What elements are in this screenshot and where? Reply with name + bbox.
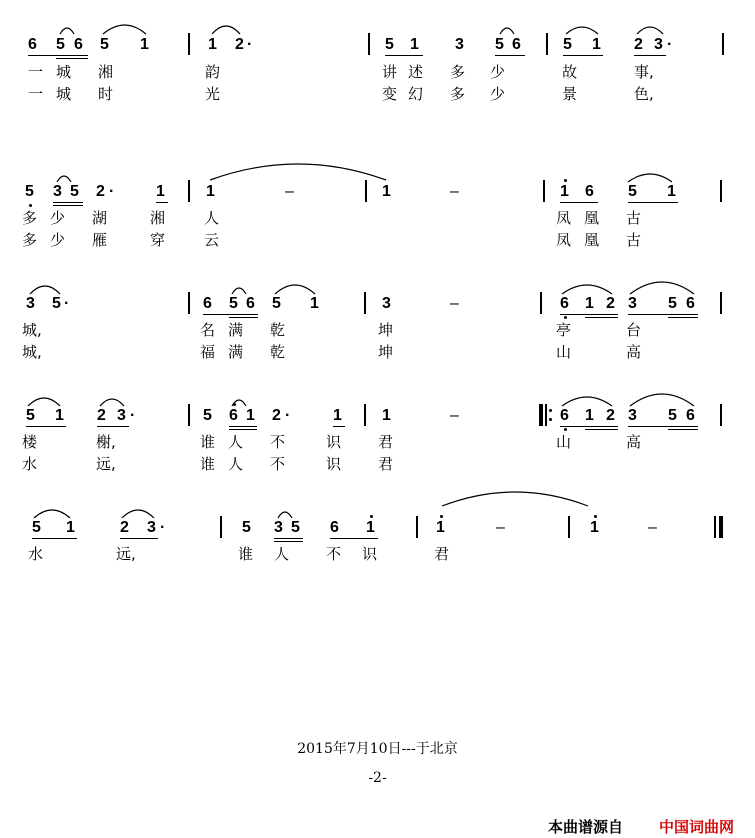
note: 1 [560,183,569,200]
lyric: 凤 [556,209,572,227]
dot: · [130,407,136,424]
lyric: 识 [326,455,342,473]
lyric: 古 [626,209,642,227]
dot: · [64,295,70,312]
underline [120,538,158,539]
tie [630,282,694,294]
lyric: 高 [626,343,642,361]
end-bar [719,516,723,538]
note: 2 [235,36,244,53]
bar-line [188,404,190,426]
underline [32,538,77,539]
lyric: 名 [200,321,216,339]
lyric: 榭, [96,433,116,451]
note: 5 [229,295,238,312]
bar-line [546,33,548,55]
note: 6 [28,36,37,53]
lyric: 讲 [382,63,398,81]
tie [562,285,612,294]
dash: – [450,183,459,200]
site-link[interactable]: 中国词曲网 [659,818,735,836]
lyric: 不 [326,545,342,563]
bar-line [188,33,190,55]
lyric: 述 [408,63,424,81]
dot: · [285,407,291,424]
lyric: 谁 [200,455,216,473]
low-octave-dot [29,204,32,207]
note: 5 [563,36,572,53]
underline [56,58,88,59]
note: 2 [96,183,105,200]
bar-line [364,404,366,426]
lyric: 坤 [378,321,394,339]
note: 3 [147,519,156,536]
note: 6 [229,407,238,424]
underline [495,55,525,56]
lyric: 乾 [270,343,286,361]
tie [442,492,588,506]
lyric: 穿 [150,231,166,249]
lyric: 楼 [22,433,38,451]
dash: – [450,407,459,424]
note: 5 [628,183,637,200]
lyric: 人 [228,433,244,451]
note: 6 [330,519,339,536]
dot: · [667,36,673,53]
note: 1 [667,183,676,200]
note: 1 [246,407,255,424]
underline [229,429,257,430]
lyric: 多 [22,231,38,249]
lyric: 人 [204,209,220,227]
dash: – [285,183,294,200]
underline [274,541,303,542]
lyric: 君 [378,455,394,473]
lyric: 一 [28,85,44,103]
lyric: 幻 [408,85,424,103]
note: 1 [366,519,375,536]
repeat-start-bar [539,404,543,426]
note: 3 [26,295,35,312]
lyric: 事, [634,63,654,81]
source-label: 本曲谱源自 [548,818,624,836]
note: 1 [585,295,594,312]
dash: – [648,519,657,536]
repeat-dot [549,418,552,421]
note: 1 [590,519,599,536]
lyric: 变 [382,85,398,103]
note: 5 [32,519,41,536]
bar-line [720,180,722,202]
note: 1 [310,295,319,312]
note: 5 [70,183,79,200]
tie [500,28,514,34]
tie [103,25,146,34]
tie [637,27,663,34]
lyric: 乾 [270,321,286,339]
underline [628,202,678,203]
note: 5 [291,519,300,536]
lyric: 古 [626,231,642,249]
underline [560,202,598,203]
note: 6 [203,295,212,312]
lyric: 多 [450,85,466,103]
tie [232,288,246,294]
note: 5 [668,295,677,312]
bar-line [365,180,367,202]
low-octave-dot [564,428,567,431]
composition-date: 2015年7月10日---于北京 [297,741,458,757]
bar-line [364,292,366,314]
lyric: 水 [28,545,44,563]
dash: – [496,519,505,536]
note: 1 [156,183,165,200]
note: 6 [686,407,695,424]
note: 5 [495,36,504,53]
note: 1 [410,36,419,53]
note: 3 [53,183,62,200]
lyric: 凰 [584,209,600,227]
end-bar [714,516,716,538]
note: 2 [120,519,129,536]
underline [229,426,257,427]
note: 3 [628,295,637,312]
lyric: 色, [634,85,654,103]
underline [585,317,618,318]
note: 1 [333,407,342,424]
tie [562,397,612,406]
lyric: 一 [28,63,44,81]
note: 1 [140,36,149,53]
dot: · [109,183,115,200]
tie [275,285,315,294]
lyric: 水 [22,455,38,473]
note: 1 [436,519,445,536]
note: 1 [592,36,601,53]
note: 2 [606,407,615,424]
tie [30,286,60,294]
lyric: 山 [556,343,572,361]
tie [566,27,598,34]
note: 6 [560,295,569,312]
tie [630,394,694,406]
lyric: 高 [626,433,642,451]
lyric: 多 [22,209,38,227]
underline [628,426,698,427]
underline [156,202,168,203]
lyric: 谁 [238,545,254,563]
note: 5 [52,295,61,312]
bar-line [722,33,724,55]
note: 1 [382,407,391,424]
note: 2 [634,36,643,53]
underline [634,55,666,56]
lyric: 城, [22,321,42,339]
lyric: 满 [228,321,244,339]
note: 1 [382,183,391,200]
underline [560,314,618,315]
tie [122,510,154,518]
lyric: 福 [200,343,216,361]
high-octave-dot [440,515,443,518]
lyric: 湘 [98,63,114,81]
note: 6 [74,36,83,53]
lyric: 凰 [584,231,600,249]
lyric: 景 [562,85,578,103]
high-octave-dot [370,515,373,518]
page-number: -2- [368,770,387,786]
underline [585,429,618,430]
note: 3 [382,295,391,312]
note: 3 [274,519,283,536]
lyric: 城 [56,63,72,81]
lyric: 时 [98,85,114,103]
note: 5 [272,295,281,312]
note: 6 [512,36,521,53]
lyric: 君 [378,433,394,451]
underline [385,55,423,56]
note: 3 [455,36,464,53]
note: 1 [585,407,594,424]
note: 5 [56,36,65,53]
note: 3 [654,36,663,53]
note: 5 [203,407,212,424]
note: 5 [242,519,251,536]
note: 6 [246,295,255,312]
bar-line [188,180,190,202]
underline [668,317,698,318]
lyric: 湖 [92,209,108,227]
note: 2 [97,407,106,424]
lyric: 不 [270,455,286,473]
lyric: 坤 [378,343,394,361]
lyric: 云 [204,231,220,249]
note: 2 [606,295,615,312]
dot: · [247,36,253,53]
repeat-start-bar [545,404,547,426]
lyric: 少 [490,63,506,81]
lyric: 满 [228,343,244,361]
note: 3 [117,407,126,424]
note: 6 [560,407,569,424]
note: 1 [66,519,75,536]
lyric: 韵 [205,63,221,81]
bar-line [720,292,722,314]
underline [628,314,698,315]
lyric: 君 [434,545,450,563]
tie [28,398,60,406]
lyric: 故 [562,63,578,81]
high-octave-dot [233,403,236,406]
underline [53,205,83,206]
lyric: 少 [490,85,506,103]
note: 5 [100,36,109,53]
underline [26,426,66,427]
lyric: 少 [50,231,66,249]
underline [668,429,698,430]
underline [333,426,345,427]
underline [563,55,603,56]
tie [57,176,71,182]
note: 1 [208,36,217,53]
tie [212,26,240,34]
note: 5 [385,36,394,53]
note: 6 [585,183,594,200]
dash: – [450,295,459,312]
lyric: 少 [50,209,66,227]
lyric: 多 [450,63,466,81]
high-octave-dot [564,179,567,182]
tie [34,510,70,518]
note: 2 [272,407,281,424]
underline [560,426,618,427]
underline [229,317,258,318]
tie [210,164,386,180]
lyric: 雁 [92,231,108,249]
lyric: 不 [270,433,286,451]
lyric: 城, [22,343,42,361]
bar-line [720,404,722,426]
lyric: 城 [56,85,72,103]
bar-line [416,516,418,538]
note: 5 [25,183,34,200]
lyric: 光 [205,85,221,103]
underline [330,538,378,539]
note: 1 [206,183,215,200]
note: 6 [686,295,695,312]
dot: · [160,519,166,536]
lyric: 识 [326,433,342,451]
bar-line [543,180,545,202]
tie [278,512,292,518]
note: 5 [668,407,677,424]
underline [274,538,303,539]
bar-line [188,292,190,314]
high-octave-dot [594,515,597,518]
bar-line [368,33,370,55]
tie [100,399,124,406]
bar-line [568,516,570,538]
repeat-dot [549,409,552,412]
note: 3 [628,407,637,424]
underline [28,55,88,56]
lyric: 远, [116,545,136,563]
lyric: 人 [274,545,290,563]
lyric: 湘 [150,209,166,227]
lyric: 人 [228,455,244,473]
note: 5 [26,407,35,424]
lyric: 凤 [556,231,572,249]
underline [53,202,83,203]
underline [97,426,129,427]
tie [60,28,74,34]
bar-line [540,292,542,314]
lyric: 亭 [556,321,572,339]
note: 1 [55,407,64,424]
bar-line [220,516,222,538]
tie [628,174,672,182]
lyric: 远, [96,455,116,473]
lyric: 谁 [200,433,216,451]
lyric: 识 [362,545,378,563]
low-octave-dot [564,316,567,319]
underline [203,314,258,315]
lyric: 台 [626,321,642,339]
lyric: 山 [556,433,572,451]
